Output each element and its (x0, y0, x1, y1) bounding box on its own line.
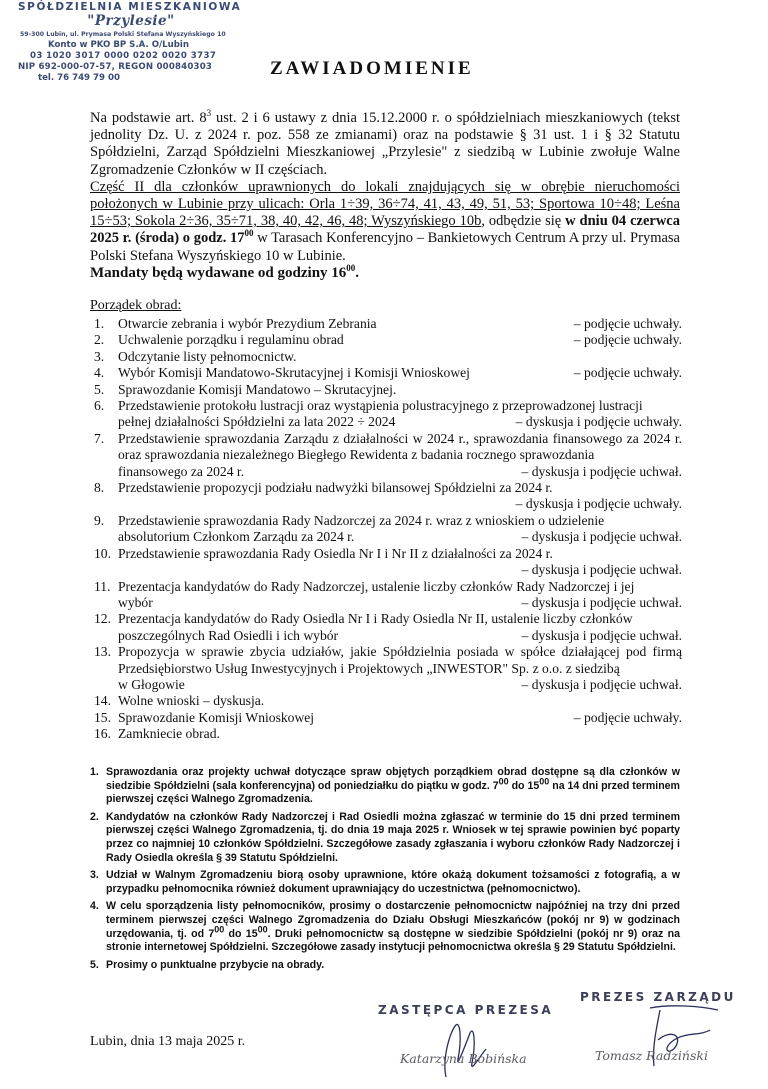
intro-section (90, 110, 680, 282)
agenda-item-body (118, 710, 682, 726)
note-item (90, 959, 680, 973)
agenda-item-body (118, 693, 682, 709)
agenda-item-text: poszczególnych Rad Osiedli i ich wybór (118, 627, 339, 643)
agenda-item-body (118, 579, 682, 612)
agenda-item-result: – dyskusja i podjęcie uchwał. (521, 676, 682, 692)
agenda-item-result: – dyskusja i podjęcie uchwały. (515, 414, 682, 430)
agenda-item-number: 1. (94, 316, 105, 331)
note-item (90, 869, 680, 896)
note-number: 2. (90, 810, 99, 823)
agenda-item-body (118, 316, 682, 332)
meeting-date-text: w dniu 04 czerwca 2025 r. (środa) o godz. 17 (90, 213, 680, 247)
note-text-part: Kandydatów na członków Rady Nadzorczej i Rad Osiedli można zgłaszać w terminie do 15 dni przed terminem pierwszej części Walnego Zgromadzenia, tj. do dnia 19 maja 2025 r. Wniosek w tej sprawie powinien być poparty przez co najmniej 10 członków Spółdzielni. Szczegółowe zasady zgłaszania i wyboru członków Rady Nadzorczej i Rady Osiedla określa § 39 Statutu Spółdzielni. (106, 810, 680, 864)
intro-text: Na podstawie art. 8 (90, 110, 207, 126)
note-text-part: Udział w Walnym Zgromadzeniu biorą osoby uprawnione, które okażą dokument tożsamości z fotografią, a w przypadku pełnomocnika również dokument uprawniający do uczestnictwa (pełnomocnictwo). (106, 869, 680, 895)
note-text (106, 959, 680, 973)
agenda-item-text: Sprawozdanie Komisji Mandatowo – Skrutacyjnej. (118, 381, 397, 397)
stamp-line-7: tel. 76 749 79 00 (38, 73, 120, 83)
agenda-item-text: Wolne wnioski – dyskusja. (118, 693, 265, 709)
intro-paragraph-1 (90, 110, 680, 179)
agenda-item-text: Sprawozdanie Komisji Wnioskowej (118, 709, 315, 725)
superscript: 00 (214, 924, 225, 934)
agenda-item-body (118, 332, 682, 348)
agenda-item-result: – dyskusja i podjęcie uchwał. (521, 463, 682, 479)
note-number: 3. (90, 869, 99, 882)
agenda-item-body (118, 398, 682, 431)
agenda-item-number: 7. (94, 430, 105, 446)
agenda-item (88, 431, 682, 480)
agenda-item (88, 513, 682, 546)
note-text-part: na 14 dni przed terminem pierwszej części Walnego Zgromadzenia. (106, 779, 680, 806)
place-and-date: Lubin, dnia 13 maja 2025 r. (90, 1034, 246, 1049)
stamp-line-5: 03 1020 3017 0000 0202 0020 3737 (30, 51, 217, 61)
note-number: 4. (90, 900, 99, 913)
agenda-item-number: 6. (94, 398, 105, 414)
agenda-item (88, 349, 682, 365)
note-text-part: W celu sporządzenia listy pełnomocników, prosimy o dostarczenie pełnomocnictw najpóźniej na trzy dni przed terminem pierwszej części Walnego Zgromadzenia do Działu Obsługi Mieszkańców (pokój nr 9) w godzinach urzędowania, tj. od 7 (106, 900, 680, 940)
agenda-item-result: – podjęcie uchwały. (573, 316, 682, 331)
document-title: ZAWIADOMIENIE (270, 58, 474, 79)
agenda-item-text: Przedstawienie propozycji podziału nadwyżki bilansowej Spółdzielni za 2024 r. (118, 480, 553, 496)
agenda-item-number: 10. (94, 545, 111, 561)
agenda-item-text: Prezentacja kandydatów do Rady Nadzorczej, ustalenie liczby członków Rady Nadzorczej i jej (118, 578, 635, 594)
agenda-item-body (118, 431, 682, 480)
agenda-item-body (118, 480, 682, 513)
note-item (90, 811, 680, 865)
stamp-line-1: SPÓŁDZIELNIA MIESZKANIOWA (18, 1, 242, 13)
notes-list (90, 766, 680, 976)
note-text-part: . Druki pełnomocnictw są dostępne w siedzibie Spółdzielni (pokój nr 9) oraz na stronie internetowej Spółdzielni. Szczegółowe zasady instytucji pełnomocnictwa określa § 29 Statutu Spółdzielni. (106, 927, 680, 954)
agenda-item-body (118, 546, 682, 579)
agenda-item-result: – dyskusja i podjęcie uchwały. (515, 496, 682, 512)
agenda-item-text: Otwarcie zebrania i wybór Prezydium Zebrania (118, 316, 377, 331)
agenda-item-body (118, 611, 682, 644)
mandates-note (90, 262, 680, 282)
signature-name: Tomasz Radziński (595, 1048, 708, 1063)
agenda-item-text: finansowego za 2024 r. (118, 463, 245, 479)
agenda-item-number: 16. (94, 726, 111, 742)
stamp-line-2: "Przylesie" (87, 13, 175, 29)
note-item (90, 900, 680, 954)
agenda-item (88, 710, 682, 726)
agenda-item-text: Przedstawienie sprawozdania Zarządu z działalności w 2024 r., sprawozdania finansowego za 2024 r. oraz sprawozdania niezależnego Biegłego Rewidenta z badania rocznego sprawozdania (118, 430, 682, 463)
agenda-item (88, 693, 682, 709)
agenda-item-text: w Głogowie (118, 676, 185, 692)
agenda-item-text: Zamkniecie obrad. (118, 726, 220, 742)
agenda-item (88, 365, 682, 381)
mandates-text: Mandaty będą wydawane od godziny 16 (90, 264, 347, 281)
agenda-item-number: 13. (94, 644, 111, 660)
agenda-item-body (118, 382, 682, 398)
agenda-item (88, 398, 682, 431)
agenda-item-result: – dyskusja i podjęcie uchwał. (521, 529, 682, 545)
intro-paragraph-2 (90, 179, 680, 265)
agenda-item (88, 579, 682, 612)
agenda-item-body (118, 644, 682, 693)
agenda-item-body (118, 726, 682, 742)
intro-text: w Tarasach Konferencyjno – Bankietowych Centrum A przy ul. Prymasa Polski Stefana Wyszyńskiego 10 w Lubinie. (90, 230, 680, 264)
agenda-item (88, 382, 682, 398)
note-text-part: Prosimy o punktualne przybycie na obrady. (106, 958, 325, 971)
agenda-item-text: Przedstawienie sprawozdania Rady Osiedla Nr I i Nr II z działalności za 2024 r. (118, 545, 553, 561)
agenda-item (88, 480, 682, 513)
agenda-item (88, 546, 682, 579)
agenda-item-number: 12. (94, 611, 111, 627)
agenda-item-body (118, 365, 682, 381)
streets-text: Część II dla członków uprawnionych do lokali znajdujących się w obrębie nieruchomości położonych w Lubinie przy ulicach: Orla 1÷39, 36÷74, 41, 43, 49, 51, 53; Sportowa 10÷48; Leśna 15÷53; Sokola 2÷36, 35÷71, 38, 40, 42, 46, 48; Wyszyńskiego 10b (90, 178, 680, 230)
agenda-item-number: 14. (94, 693, 111, 709)
agenda-item-result: – podjęcie uchwały. (573, 365, 682, 381)
agenda-item-result: – podjęcie uchwały. (573, 709, 682, 725)
note-text-part: do 15 (508, 779, 540, 792)
superscript: 3 (206, 108, 212, 119)
agenda-item (88, 611, 682, 644)
note-text (106, 766, 680, 807)
note-number: 1. (90, 766, 99, 778)
agenda-item-number: 15. (94, 709, 111, 725)
agenda-item-body (118, 513, 682, 546)
agenda-list (88, 316, 682, 743)
agenda-item-number: 3. (94, 348, 105, 364)
agenda-item-result: – podjęcie uchwały. (573, 332, 682, 348)
agenda-item-text: Uchwalenie porządku i regulaminu obrad (118, 332, 344, 348)
agenda-item-text: Wybór Komisji Mandatowo-Skrutacyjnej i Komisji Wnioskowej (118, 365, 470, 381)
stamp-line-4: Konto w PKO BP S.A. O/Lubin (48, 40, 189, 50)
signature-label: ZASTĘPCA PREZESA (378, 1003, 554, 1017)
note-text (106, 811, 680, 865)
note-text (106, 869, 680, 896)
agenda-item-number: 4. (94, 365, 105, 381)
superscript: 00 (498, 776, 509, 787)
intro-text: ust. 2 i 6 ustawy z dnia 15.12.2000 r. o spółdzielniach mieszkaniowych (tekst jednolity Dz. U. z 2024 r. poz. 558 ze zmianami) oraz na podstawie § 31 ust. 1 i § 32 Statutu Spółdzielni, Zarząd Spółdzielni Mieszkaniowej „Przylesie" z siedzibą w Lubinie zwołuje Walne Zgromadzenie Członków w II częściach. (90, 110, 680, 178)
superscript: 00 (257, 924, 268, 934)
stamp-line-3: 59-300 Lubin, ul. Prymasa Polski Stefana Wyszyńskiego 10 (20, 31, 226, 38)
agenda-item-number: 11. (94, 578, 111, 594)
agenda-item (88, 644, 682, 693)
superscript: 00 (244, 228, 254, 239)
note-number: 5. (90, 958, 99, 971)
agenda-item-text: Odczytanie listy pełnomocnictw. (118, 348, 297, 364)
superscript: 00 (539, 776, 550, 787)
agenda-item-result: – dyskusja i podjęcie uchwał. (521, 627, 682, 643)
agenda-item-number: 8. (94, 480, 105, 496)
note-text (106, 900, 680, 954)
agenda-item-result: – dyskusja i podjęcie uchwał. (521, 562, 682, 578)
agenda-item-result: – dyskusja i podjęcie uchwał. (521, 594, 682, 610)
company-stamp (18, 2, 244, 84)
handwritten-signature-icon (436, 1019, 496, 1081)
agenda-item-number: 5. (94, 381, 105, 397)
intro-text: , odbędzie się (481, 213, 566, 230)
agenda-item (88, 316, 682, 332)
agenda-item (88, 726, 682, 742)
signature-name: Katarzyna Bobińska (400, 1051, 527, 1066)
superscript: 00 (346, 262, 356, 273)
agenda-item-number: 9. (94, 512, 105, 528)
agenda-item-text: wybór (118, 594, 153, 610)
agenda-item-text: Przedstawienie protokołu lustracji oraz wystąpienia polustracyjnego z przeprowadzonej lustracji (118, 398, 643, 414)
agenda-item-number: 2. (94, 332, 105, 348)
agenda-item-text: absolutorium Członkom Zarządu za 2024 r. (118, 529, 355, 545)
mandates-text: . (355, 264, 360, 281)
note-item (90, 766, 680, 807)
agenda-item-text: Prezentacja kandydatów do Rady Osiedla Nr I i Rady Osiedla Nr II, ustalenie liczby członków (118, 611, 633, 627)
signature-vice-president (378, 1003, 578, 1083)
agenda-item-text: pełnej działalności Spółdzielni za lata 2022 ÷ 2024 (118, 414, 396, 430)
note-text-part: do 15 (224, 927, 258, 940)
signature-president (575, 980, 755, 1080)
agenda-item-body (118, 349, 682, 365)
agenda-title: Porządek obrad: (90, 298, 182, 313)
agenda-item (88, 332, 682, 348)
agenda-item-text: Przedstawienie sprawozdania Rady Nadzorczej za 2024 r. wraz z wnioskiem o udzielenie (118, 512, 605, 528)
stamp-line-6: NIP 692-000-07-57, REGON 000840303 (18, 62, 213, 72)
note-text-part: Sprawozdania oraz projekty uchwał dotyczące spraw objętych porządkiem obrad dostępne są dla członków w siedzibie Spółdzielni (sala konferencyjna) od poniedziałku do piątku w godz. 7 (106, 766, 680, 792)
agenda-item-text: Propozycja w sprawie zbycia udziałów, jakie Spółdzielnia posiada w spółce działającej pod firmą Przedsiębiorstwo Usług Inwestycyjnych i Projektowych „INWESTOR" Sp. z o.o. z siedzibą (118, 644, 682, 676)
signature-label: PREZES ZARZĄDU (580, 990, 736, 1004)
